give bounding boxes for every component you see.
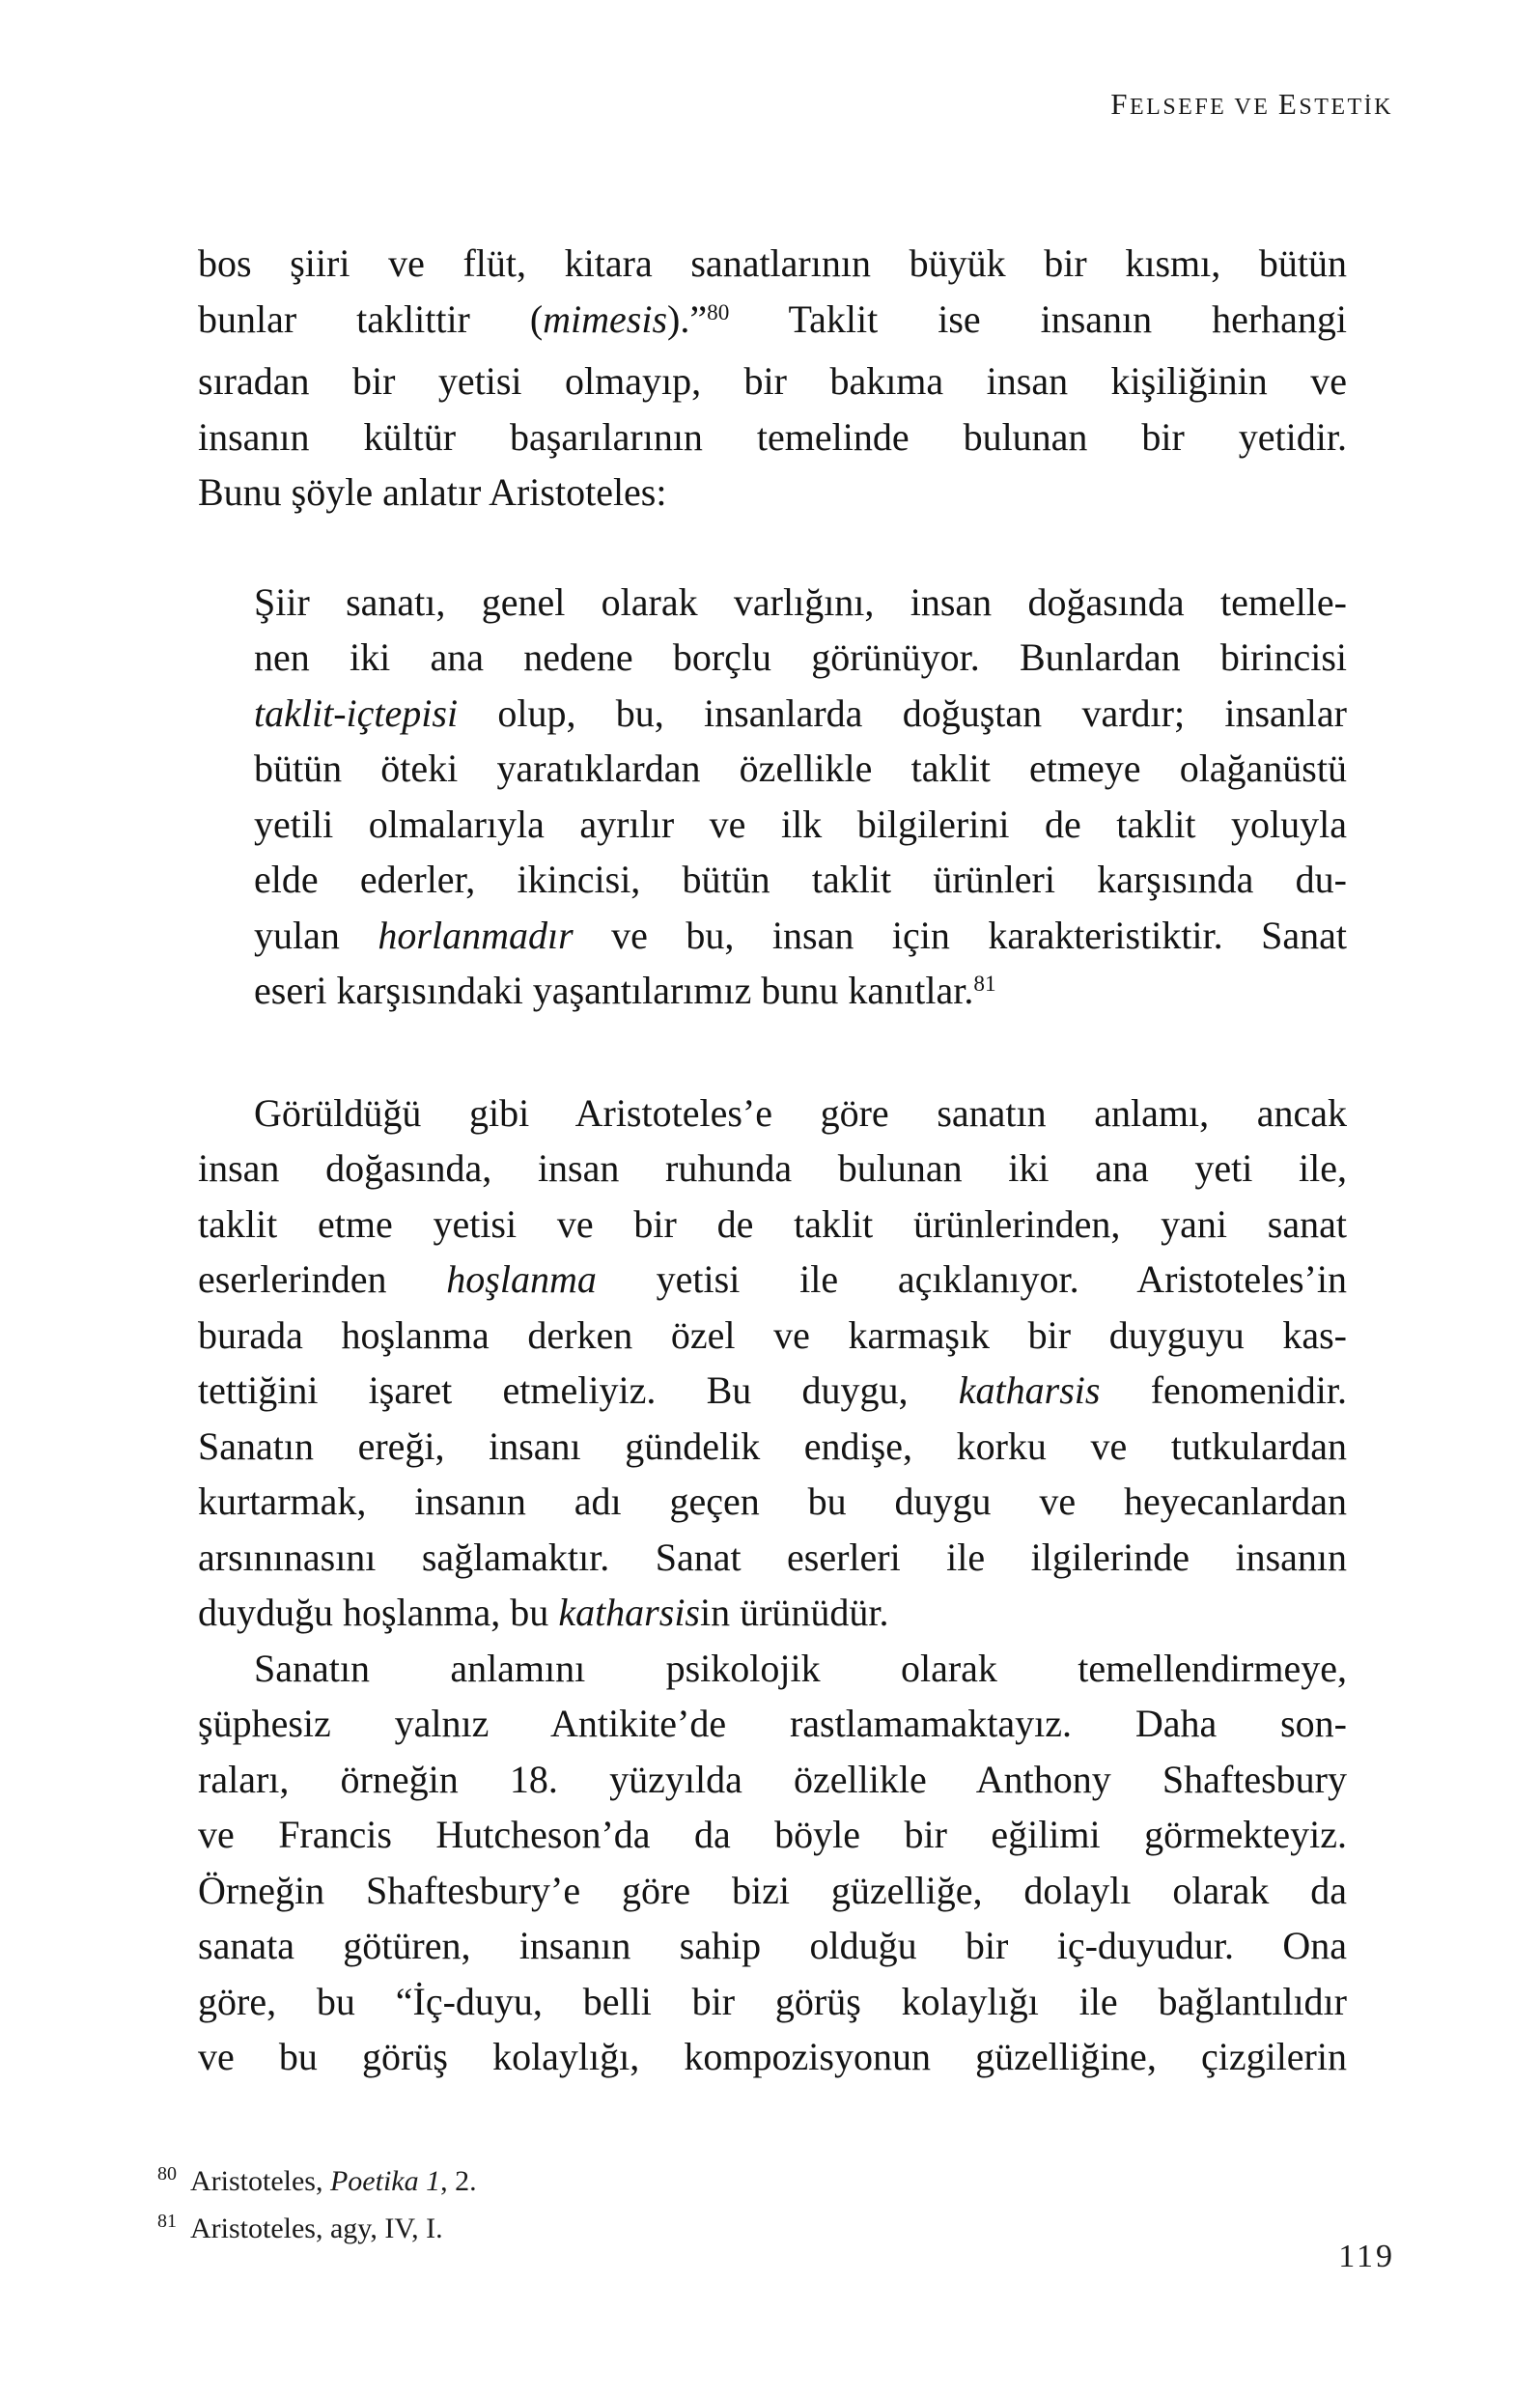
text-run: eserlerinden (198, 1257, 447, 1301)
text-line (198, 1752, 1347, 1808)
footnote-reference: 81 (973, 972, 996, 998)
text-run: , 2. (440, 2165, 477, 2197)
text-run: taklit etme yetisi ve bir de taklit ürünlerinden, yani sanat (198, 1201, 1347, 1246)
text-line (198, 1252, 1347, 1308)
text-line (254, 797, 1347, 853)
chapter-title-text: E (1277, 87, 1300, 121)
chapter-title-text: STETİK (1299, 95, 1393, 120)
text-line (254, 963, 1347, 1026)
text-line (198, 1918, 1347, 1974)
text-run: tettiğini işaret etmeliyiz. Bu duygu, (198, 1368, 959, 1412)
text-run: yetisi ile açıklanıyor. Aristoteles’in (596, 1257, 1347, 1301)
text-run: eseri karşısındaki yaşantılarımız bunu kanıtlar. (254, 969, 974, 1012)
chapter-title-text: VE (1234, 95, 1278, 120)
chapter-title-text: F (1110, 87, 1130, 121)
italic-text: hoşlanma (446, 1257, 597, 1301)
text-line (198, 1419, 1347, 1475)
footnote (157, 2207, 477, 2254)
text-run: in ürünüdür. (700, 1591, 889, 1634)
italic-text: katharsis (558, 1591, 700, 1634)
text-run: ve bu, insan için karakteristiktir. Sanat (573, 913, 1348, 957)
italic-text: mimesis (543, 296, 668, 341)
text-run: bunlar taklittir ( (198, 296, 544, 341)
text-run: nen iki ana nedene borçlu görünüyor. Bunlardan birincisi (254, 635, 1347, 679)
text-run: elde ederler, ikincisi, bütün taklit ürünleri karşısında du- (254, 858, 1347, 901)
text-line (198, 1085, 1347, 1142)
text-run: Sanatın anlamını psikolojik olarak temellendirmeye, (254, 1646, 1347, 1690)
text-run: yulan (254, 913, 378, 957)
text-run: Taklit ise insanın herhangi (729, 296, 1348, 341)
text-run: Şiir sanatı, genel olarak varlığını, insan doğasında temelle- (254, 579, 1347, 624)
footnote (157, 2159, 477, 2207)
text-run: sıradan bir yetisi olmayıp, bir bakıma insan kişiliğinin ve (198, 359, 1347, 403)
text-run: insanın kültür başarılarının temelinde bulunan bir yetidir. (198, 414, 1347, 459)
text-run: sanata götüren, insanın sahip olduğu bir iç-duyudur. Ona (198, 1924, 1347, 1967)
text-run: Bunu şöyle anlatır Aristoteles: (198, 470, 667, 514)
italic-text: katharsis (958, 1368, 1101, 1412)
text-run: bütün öteki yaratıklardan özellikle taklit etmeye olağanüstü (254, 747, 1347, 790)
text-line (254, 575, 1347, 631)
text-line (198, 1585, 1347, 1641)
text-run: Sanatın ereği, insanı gündelik endişe, korku ve tutkulardan (198, 1424, 1347, 1468)
text-line (198, 1696, 1347, 1752)
text-run: şüphesiz yalnız Antikite’de rastlamamaktayız. Daha son- (198, 1702, 1347, 1745)
text-run: burada hoşlanma derken özel ve karmaşık bir duyguyu kas- (198, 1312, 1347, 1357)
text-run: ).” (667, 296, 708, 341)
text-run: fenomenidir. (1100, 1368, 1348, 1412)
footnotes (157, 2159, 477, 2254)
italic-text: Poetika 1 (329, 2165, 441, 2197)
text-run: yetili olmalarıyla ayrılır ve ilk bilgilerini de taklit yoluyla (254, 802, 1347, 846)
footnote-number: 81 (157, 2211, 177, 2232)
italic-text: taklit-içtepisi (254, 691, 459, 735)
text-line (254, 741, 1347, 797)
text-run: Görüldüğü gibi Aristoteles’e göre sanatın anlamı, ancak (254, 1090, 1347, 1135)
text-line (198, 409, 1347, 465)
text-line (198, 1141, 1347, 1197)
text-run: arsınınasını sağlamaktır. Sanat eserleri ile ilgilerinde insanın (198, 1535, 1347, 1579)
text-run: bos şiiri ve flüt, kitara sanatlarının büyük bir kısmı, bütün (198, 241, 1347, 285)
text-run: Aristoteles, (190, 2165, 330, 2197)
chapter-title-text: ELSEFE (1130, 95, 1235, 120)
text-line (198, 353, 1347, 409)
text-line (198, 236, 1347, 292)
text-line (254, 686, 1347, 742)
text-run: olup, bu, insanlarda doğuştan vardır; insanlar (458, 691, 1347, 735)
running-header (1110, 87, 1393, 122)
page-body (198, 236, 1347, 2085)
text-run: insan doğasında, insan ruhunda bulunan iki ana yeti ile, (198, 1146, 1347, 1190)
text-run: ve Francis Hutcheson’da da böyle bir eğilimi görmekteyiz. (198, 1813, 1347, 1856)
text-run: ve bu görüş kolaylığı, kompozisyonun güzelliğine, çizgilerin (198, 2035, 1347, 2078)
text-run: kurtarmak, insanın adı geçen bu duygu ve heyecanlardan (198, 1480, 1347, 1523)
text-line (254, 630, 1347, 686)
block-quote (254, 575, 1347, 1026)
text-run: raları, örneğin 18. yüzyılda özellikle Anthony Shaftesbury (198, 1757, 1347, 1801)
italic-text: horlanmadır (378, 913, 574, 957)
text-line (198, 292, 1347, 354)
text-line (198, 1807, 1347, 1863)
text-line (198, 2029, 1347, 2085)
text-line (198, 465, 1347, 521)
text-line (198, 1197, 1347, 1253)
text-run: duyduğu hoşlanma, bu (198, 1591, 559, 1634)
paragraph (198, 1085, 1347, 1641)
text-run: Örneğin Shaftesbury’e göre bizi güzelliğe, dolaylı olarak da (198, 1868, 1347, 1912)
text-line (254, 852, 1347, 908)
text-line (254, 908, 1347, 964)
footnote-number: 80 (157, 2163, 177, 2185)
footnote-reference: 80 (707, 299, 730, 325)
paragraph (198, 236, 1347, 521)
text-run: göre, bu “İç-duyu, belli bir görüş kolaylığı ile bağlantılıdır (198, 1979, 1347, 2023)
text-line (198, 1974, 1347, 2030)
text-line (198, 1308, 1347, 1364)
text-line (198, 1530, 1347, 1586)
text-run: Aristoteles, agy, IV, I. (190, 2213, 443, 2244)
text-line (198, 1641, 1347, 1697)
page-number: 119 (1338, 2239, 1395, 2274)
text-line (198, 1474, 1347, 1530)
text-line (198, 1363, 1347, 1419)
paragraph (198, 1641, 1347, 2085)
text-line (198, 1863, 1347, 1919)
